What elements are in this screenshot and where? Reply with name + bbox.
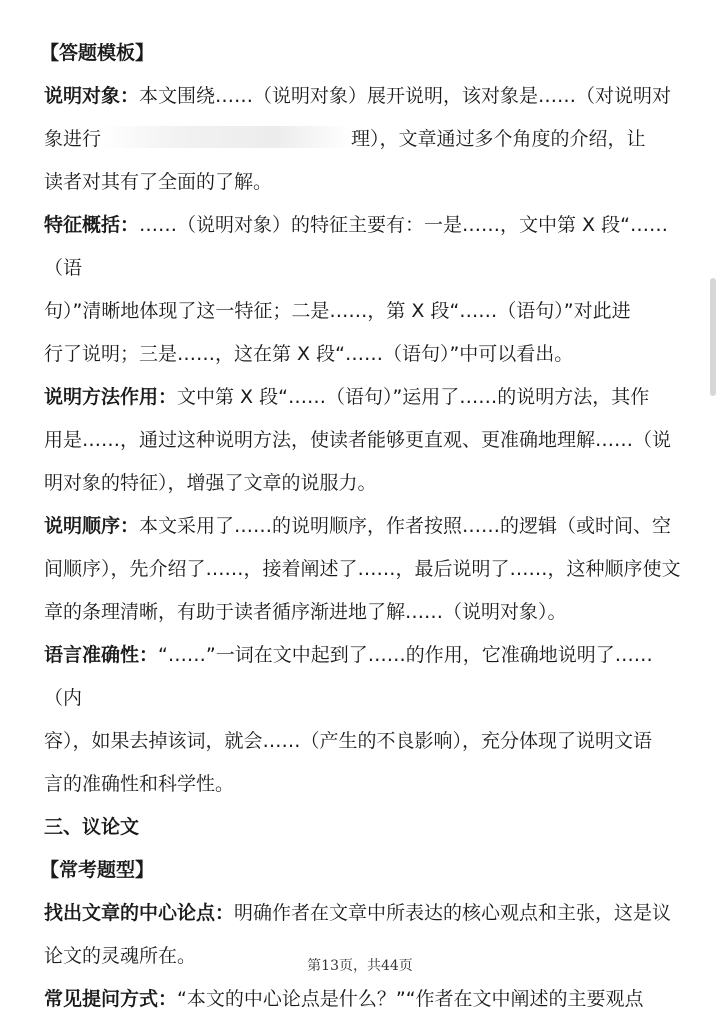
scrollbar-thumb[interactable] [710, 278, 716, 396]
method-text-1: 文中第 X 段“……（语句）”运用了……的说明方法，其作 [177, 386, 650, 408]
accuracy-label: 语言准确性： [44, 644, 159, 666]
object-text-3: 读者对其有了全面的了解。 [44, 171, 273, 193]
method-label: 说明方法作用： [44, 386, 178, 408]
features-text-3: 行了说明；三是……，这在第 X 段“……（语句）”中可以看出。 [44, 343, 574, 365]
order-label: 说明顺序： [44, 515, 140, 537]
object-text-1: 本文围绕……（说明对象）展开说明，该对象是……（对说明对 [139, 85, 672, 107]
accuracy-text-1: “……”一词在文中起到了……的作用，它准确地说明了……（内 [44, 644, 653, 709]
accuracy-text-2: 容），如果去掉该词，就会……（产生的不良影响），充分体现了说明文语 [44, 730, 653, 752]
object-label: 说明对象： [44, 85, 140, 107]
features-text-1: ……（说明对象）的特征主要有：一是……，文中第 X 段“……（语 [44, 214, 668, 279]
order-text-3: 章的条理清晰，有助于读者循序渐进地了解……（说明对象）。 [44, 601, 567, 623]
thesis-text-2: 论文的灵魂所在。 [44, 945, 197, 967]
accuracy-paragraph [44, 634, 682, 806]
object-text-2a: 象进行 [44, 128, 102, 150]
object-paragraph [44, 75, 682, 204]
order-paragraph [44, 505, 682, 634]
redaction-blur [101, 126, 351, 148]
questions-label: 常见提问方式： [44, 988, 178, 1010]
order-text-1: 本文采用了……的说明顺序，作者按照……的逻辑（或时间、空 [139, 515, 672, 537]
method-text-2: 用是……，通过这种说明方法，使读者能够更直观、更准确地理解……（说 [44, 429, 672, 451]
accuracy-text-3: 言的准确性和科学性。 [44, 773, 235, 795]
features-paragraph [44, 204, 682, 376]
page-number: 第13页，共44页 [307, 958, 413, 974]
method-text-3: 明对象的特征），增强了文章的说服力。 [44, 472, 377, 494]
features-label: 特征概括： [44, 214, 140, 236]
thesis-label: 找出文章的中心论点： [44, 902, 235, 924]
thesis-text-1: 明确作者在文章中所表达的核心观点和主张，这是议 [234, 902, 672, 924]
section-three-heading: 三、议论文 [44, 816, 140, 838]
method-paragraph [44, 376, 682, 505]
page-content [40, 32, 682, 1021]
frequent-heading: 【常考题型】 [40, 859, 155, 881]
features-text-2: 句）”清晰地体现了这一特征；二是……，第 X 段“……（语句）”对此进 [44, 300, 631, 322]
questions-paragraph [44, 978, 682, 1021]
questions-text-1: “本文的中心论点是什么？”“作者在文中阐述的主要观点 [177, 988, 644, 1010]
object-text-2b: 理），文章通过多个角度的介绍，让 [351, 128, 646, 150]
order-text-2: 间顺序），先介绍了……，接着阐述了……，最后说明了……，这种顺序使文 [44, 558, 681, 580]
template-heading: 【答题模板】 [40, 42, 155, 64]
